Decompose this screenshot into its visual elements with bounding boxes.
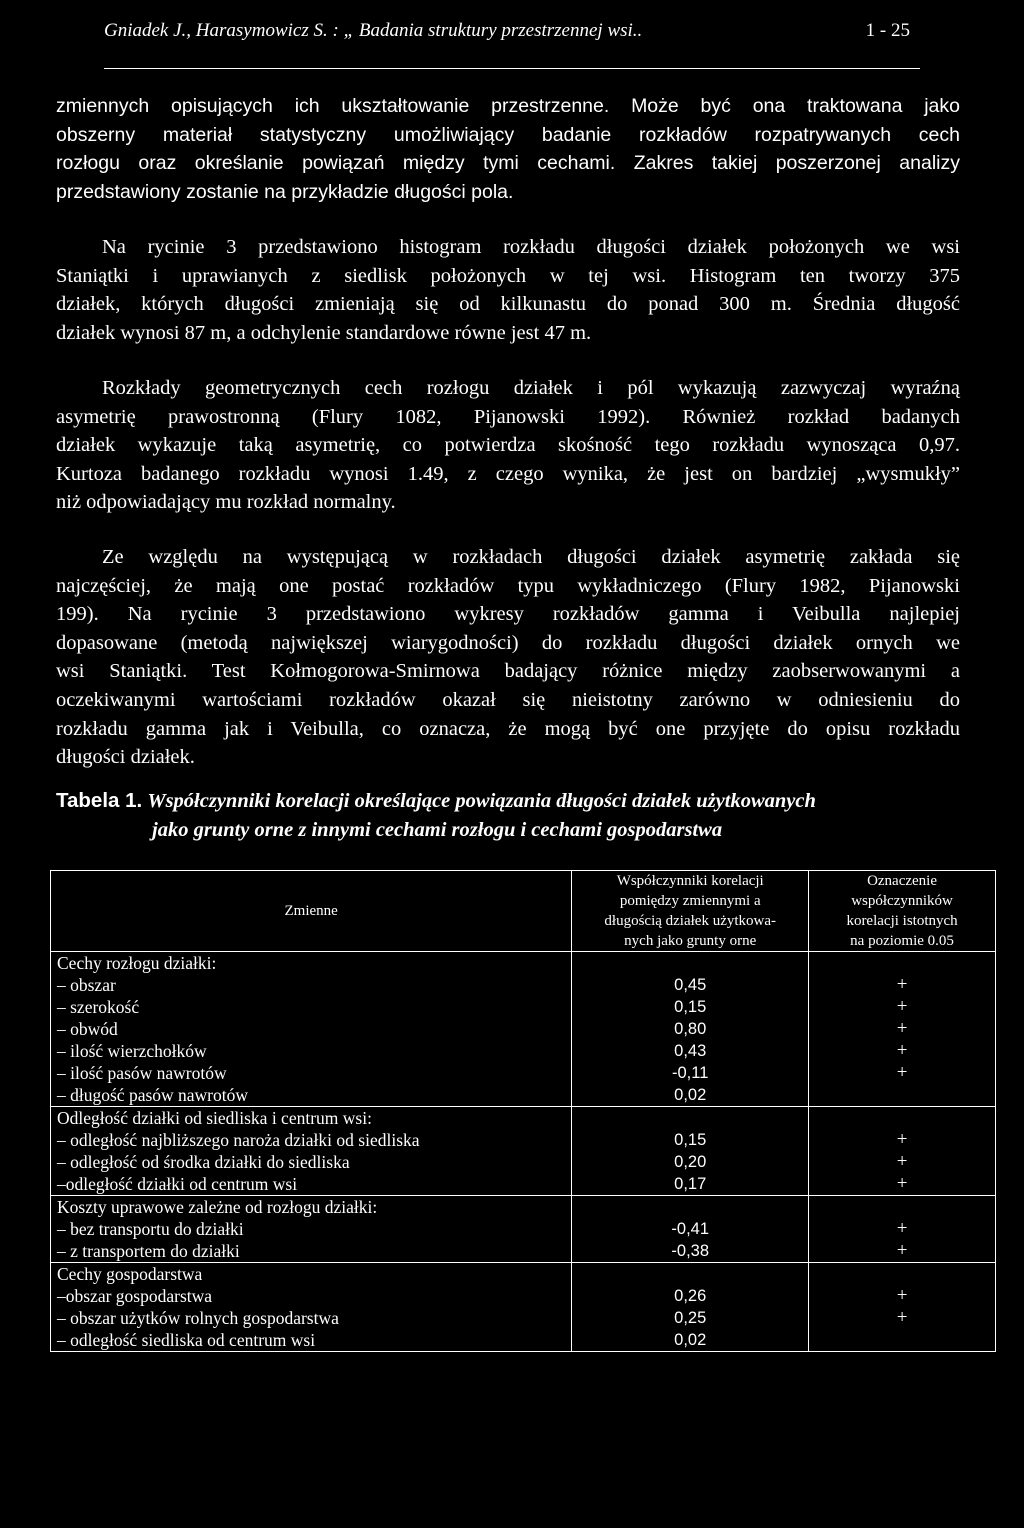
table-row bbox=[51, 996, 996, 1018]
paragraph-3 bbox=[56, 374, 960, 517]
row-label: – szerokość bbox=[51, 996, 572, 1018]
header-line: współczynników bbox=[851, 893, 953, 909]
text-line: działek, których długości zmieniają się od kilkunastu do ponad 300 m. Średnia długość bbox=[56, 293, 960, 316]
significance-mark: + bbox=[809, 1151, 996, 1173]
row-label: – obwód bbox=[51, 1018, 572, 1040]
table-row bbox=[51, 1329, 996, 1352]
significance-mark: + bbox=[809, 1240, 996, 1263]
text-line: przedstawiony zostanie na przykładzie długości pola. bbox=[56, 180, 514, 203]
text-line: Ze względu na występującą w rozkładach długości działek asymetrię zakłada się bbox=[102, 546, 960, 568]
header-rule bbox=[104, 68, 920, 69]
table-row bbox=[51, 1240, 996, 1263]
table-row bbox=[51, 1173, 996, 1196]
group-title: Koszty uprawowe zależne od rozłogu działki: bbox=[51, 1196, 572, 1219]
text-line: najczęściej, że mają one postać rozkładów typu wykładniczego (Flury 1982, Pijanowski bbox=[56, 574, 960, 597]
significance-mark: + bbox=[809, 1062, 996, 1084]
table-title-line-2: jako grunty orne z innymi cechami rozłogu i cechami gospodarstwa bbox=[152, 819, 723, 841]
correlation-value: 0,43 bbox=[572, 1040, 809, 1062]
row-label: –odległość działki od centrum wsi bbox=[51, 1173, 572, 1196]
header-line: Oznaczenie bbox=[867, 873, 938, 889]
correlation-value: 0,15 bbox=[572, 996, 809, 1018]
significance-mark: + bbox=[809, 1218, 996, 1240]
text-line: niż odpowiadający mu rozkład normalny. bbox=[56, 491, 396, 514]
significance-mark: + bbox=[809, 1018, 996, 1040]
header-line: Współczynniki korelacji bbox=[616, 873, 764, 889]
text-line: oczekiwanymi wartościami rozkładów okazał się nieistotny zarówno w odniesieniu do bbox=[56, 688, 960, 711]
row-label: – odległość najbliższego naroża działki od siedliska bbox=[51, 1129, 572, 1151]
text-line: Rozkłady geometrycznych cech rozłogu działek i pól wykazują zazwyczaj wyraźną bbox=[102, 377, 960, 399]
group-row bbox=[51, 1263, 996, 1286]
table-row bbox=[51, 1084, 996, 1107]
table-row bbox=[51, 1218, 996, 1240]
correlation-value: 0,15 bbox=[572, 1129, 809, 1151]
text-line: Kurtoza badanego rozkładu wynosi 1.49, z czego wynika, że jest on bardziej „wysmukły” bbox=[56, 462, 960, 485]
row-label: – obszar użytków rolnych gospodarstwa bbox=[51, 1307, 572, 1329]
paragraph-2 bbox=[56, 233, 960, 347]
row-label: – bez transportu do działki bbox=[51, 1218, 572, 1240]
text-line: 199). Na rycinie 3 przedstawiono wykresy rozkładów gamma i Veibulla najlepiej bbox=[56, 603, 960, 626]
table-header-row bbox=[51, 871, 996, 952]
group-title: Cechy rozłogu działki: bbox=[51, 952, 572, 975]
significance-mark: + bbox=[809, 974, 996, 996]
header-line: pomiędzy zmiennymi a bbox=[619, 893, 761, 909]
table-row bbox=[51, 1129, 996, 1151]
significance-mark bbox=[809, 1329, 996, 1352]
group-title: Odległość działki od siedliska i centrum wsi: bbox=[51, 1107, 572, 1130]
table-row bbox=[51, 1307, 996, 1329]
running-title: Gniadek J., Harasymowicz S. : „ Badania struktury przestrzennej wsi.. bbox=[104, 20, 643, 41]
table-row bbox=[51, 1151, 996, 1173]
text-line: działek wynosi 87 m, a odchylenie standardowe równe jest 47 m. bbox=[56, 321, 592, 344]
correlation-value: 0,17 bbox=[572, 1173, 809, 1196]
table-title-line-1: Współczynniki korelacji określające powiązania długości działek użytkowanych bbox=[147, 790, 816, 812]
table-row bbox=[51, 1018, 996, 1040]
row-label: – z transportem do działki bbox=[51, 1240, 572, 1263]
significance-mark bbox=[809, 1084, 996, 1107]
group-row bbox=[51, 1107, 996, 1130]
header-line: długością działek użytkowa- bbox=[604, 913, 777, 929]
table-row bbox=[51, 1062, 996, 1084]
header-variables: Zmienne bbox=[51, 871, 572, 952]
paragraph-4 bbox=[56, 543, 960, 772]
row-label: – obszar bbox=[51, 974, 572, 996]
header-line: nych jako grunty orne bbox=[624, 933, 757, 949]
table-row bbox=[51, 974, 996, 996]
significance-mark: + bbox=[809, 996, 996, 1018]
running-header bbox=[104, 20, 920, 54]
text-line: dopasowane (metodą największej wiarygodności) do rozkładu długości działek ornych we bbox=[56, 631, 960, 654]
correlation-value: -0,41 bbox=[572, 1218, 809, 1240]
paragraph-1 bbox=[56, 92, 960, 206]
correlation-value: 0,25 bbox=[572, 1307, 809, 1329]
text-line: rozkładu gamma jak i Veibulla, co oznacza, że mogą być one przyjęte do opisu rozkładu bbox=[56, 717, 960, 740]
row-label: – odległość od środka działki do siedliska bbox=[51, 1151, 572, 1173]
row-label: – ilość wierzchołków bbox=[51, 1040, 572, 1062]
correlation-value: 0,45 bbox=[572, 974, 809, 996]
table-row bbox=[51, 1040, 996, 1062]
row-label: – długość pasów nawrotów bbox=[51, 1084, 572, 1107]
correlation-value: 0,26 bbox=[572, 1285, 809, 1307]
row-label: – odległość siedliska od centrum wsi bbox=[51, 1329, 572, 1352]
text-line: wsi Staniątki. Test Kołmogorowa-Smirnowa badający różnice między zaobserwowanymi a bbox=[56, 660, 960, 683]
header-line: na poziomie 0.05 bbox=[850, 933, 954, 949]
correlation-value: -0,11 bbox=[572, 1062, 809, 1084]
table-caption bbox=[56, 786, 976, 845]
row-label: –obszar gospodarstwa bbox=[51, 1285, 572, 1307]
row-label: – ilość pasów nawrotów bbox=[51, 1062, 572, 1084]
page-number: 1 - 25 bbox=[865, 20, 910, 41]
significance-mark: + bbox=[809, 1173, 996, 1196]
correlation-value: 0,02 bbox=[572, 1329, 809, 1352]
table-row bbox=[51, 1285, 996, 1307]
header-significance bbox=[809, 871, 996, 952]
correlation-value: 0,02 bbox=[572, 1084, 809, 1107]
significance-mark: + bbox=[809, 1129, 996, 1151]
table-label: Tabela 1. bbox=[56, 789, 143, 812]
text-line: Na rycinie 3 przedstawiono histogram rozkładu długości działek położonych we wsi bbox=[102, 236, 960, 258]
header-coefficients bbox=[572, 871, 809, 952]
correlation-value: 0,80 bbox=[572, 1018, 809, 1040]
group-title: Cechy gospodarstwa bbox=[51, 1263, 572, 1286]
text-line: asymetrię prawostronną (Flury 1082, Pijanowski 1992). Również rozkład badanych bbox=[56, 405, 960, 428]
text-line: długości działek. bbox=[56, 746, 195, 769]
group-row bbox=[51, 952, 996, 975]
significance-mark: + bbox=[809, 1307, 996, 1329]
text-line: obszerny materiał statystyczny umożliwiający badanie rozkładów rozpatrywanych cech bbox=[56, 123, 960, 146]
text-line: zmiennych opisujących ich ukształtowanie przestrzenne. Może być ona traktowana jako bbox=[56, 95, 960, 117]
significance-mark: + bbox=[809, 1285, 996, 1307]
header-line: korelacji istotnych bbox=[846, 913, 958, 929]
text-line: rozłogu oraz określanie powiązań między tymi cechami. Zakres takiej poszerzonej analizy bbox=[56, 152, 960, 175]
significance-mark: + bbox=[809, 1040, 996, 1062]
correlation-value: 0,20 bbox=[572, 1151, 809, 1173]
group-row bbox=[51, 1196, 996, 1219]
text-line: Staniątki i uprawianych z siedlisk położonych w tej wsi. Histogram ten tworzy 375 bbox=[56, 264, 960, 287]
correlation-value: -0,38 bbox=[572, 1240, 809, 1263]
correlation-table bbox=[50, 870, 996, 1352]
text-line: działek wykazuje taką asymetrię, co potwierdza skośność tego rozkładu wynosząca 0,97. bbox=[56, 434, 960, 457]
